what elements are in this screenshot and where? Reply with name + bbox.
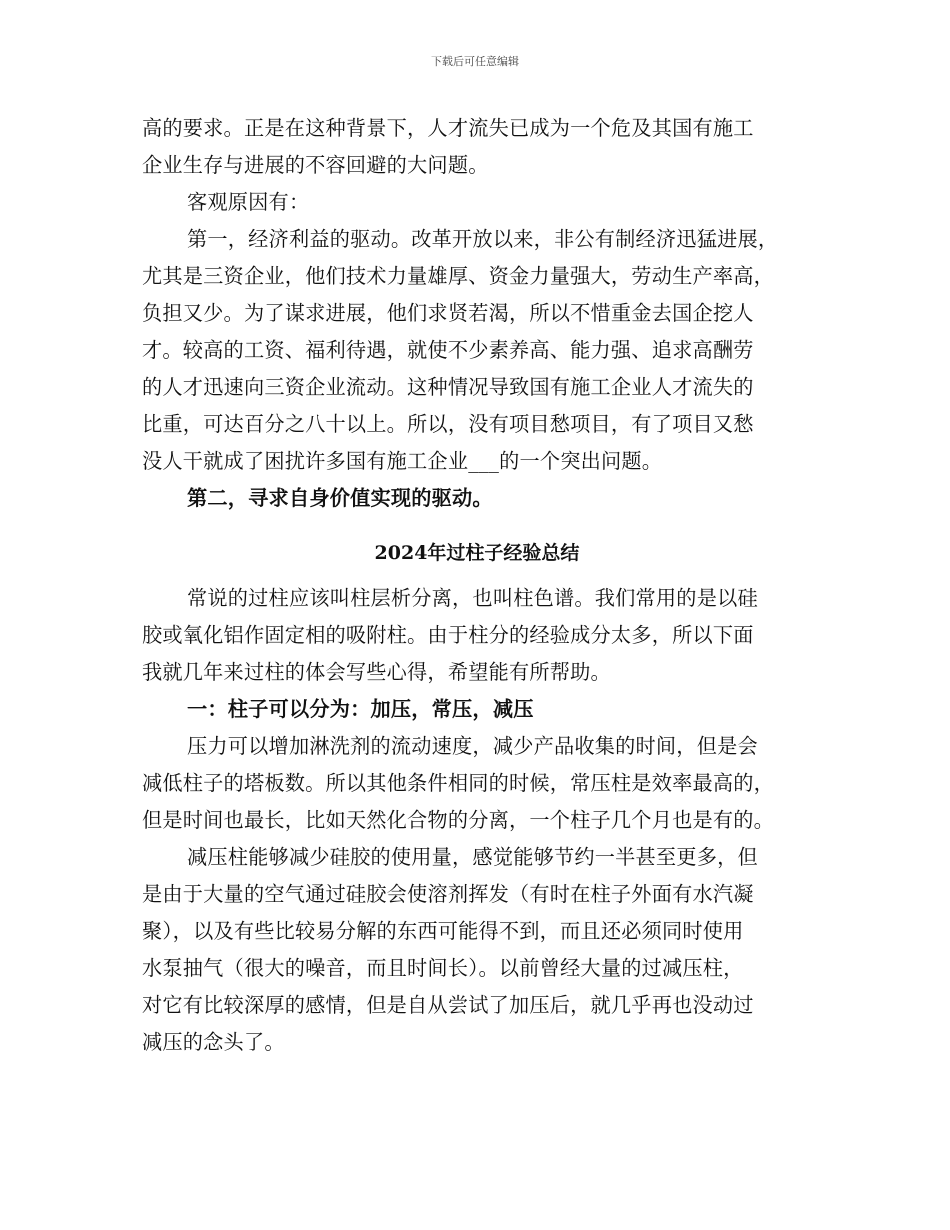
paragraph-line: 的人才迅速向三资企业流动。这种情况导致国有施工企业人才流失的 (142, 375, 754, 399)
document-title: 2024年过柱子经验总结 (374, 542, 580, 564)
paragraph-line: 尤其是三资企业，他们技术力量雄厚、资金力量强大，劳动生产率高， (142, 264, 775, 288)
paragraph-line: 比重，可达百分之八十以上。所以，没有项目愁项目，有了项目又愁 (142, 412, 754, 436)
paragraph-line: 常说的过柱应该叫柱层析分离，也叫柱色谱。我们常用的是以硅 (187, 586, 758, 610)
paragraph-line: 减压柱能够减少硅胶的使用量，感觉能够节约一半甚至更多，但 (187, 845, 758, 869)
paragraph-line: 负担又少。为了谋求进展，他们求贤若渴，所以不惜重金去国企挖人 (142, 301, 754, 325)
paragraph-line: 对它有比较深厚的感情，但是自从尝试了加压后，就几乎再也没动过 (142, 993, 754, 1017)
paragraph-line: 聚），以及有些比较易分解的东西可能得不到，而且还必须同时使用 (142, 919, 744, 943)
paragraph-line: 减压的念头了。 (142, 1030, 285, 1054)
paragraph-line: 第一，经济利益的驱动。改革开放以来，非公有制经济迅猛进展， (187, 227, 779, 251)
paragraph-line: 高的要求。正是在这种背景下，人才流失已成为一个危及其国有施工 (142, 116, 754, 140)
paragraph-line: 是由于大量的空气通过硅胶会使溶剂挥发（有时在柱子外面有水汽凝 (142, 882, 754, 906)
paragraph-line: 但是时间也最长，比如天然化合物的分离，一个柱子几个月也是有的。 (142, 808, 775, 832)
paragraph-line: 胶或氧化铝作固定相的吸附柱。由于柱分的经验成分太多，所以下面 (142, 623, 754, 647)
paragraph-line: 企业生存与进展的不容回避的大问题。 (142, 153, 489, 177)
section-heading: 一：柱子可以分为：加压，常压，减压 (187, 697, 534, 721)
paragraph-line: 才。较高的工资、福利待遇，就使不少素养高、能力强、追求高酬劳 (142, 338, 754, 362)
paragraph-line: 我就几年来过柱的体会写些心得，希望能有所帮助。 (142, 660, 611, 684)
page-header-note: 下载后可任意编辑 (431, 55, 519, 68)
paragraph-line: 压力可以增加淋洗剂的流动速度，减少产品收集的时间，但是会 (187, 734, 758, 758)
document-body (142, 110, 812, 1061)
paragraph-line: 水泵抽气（很大的噪音，而且时间长）。以前曾经大量的过减压柱， (142, 956, 744, 980)
paragraph-line: 没人干就成了困扰许多国有施工企业___的一个突出问题。 (142, 449, 663, 473)
section-heading: 第二，寻求自身价值实现的驱动。 (187, 486, 493, 510)
paragraph-line: 减低柱子的塔板数。所以其他条件相同的时候，常压柱是效率最高的， (142, 771, 775, 795)
paragraph-line: 客观原因有： (187, 190, 310, 214)
